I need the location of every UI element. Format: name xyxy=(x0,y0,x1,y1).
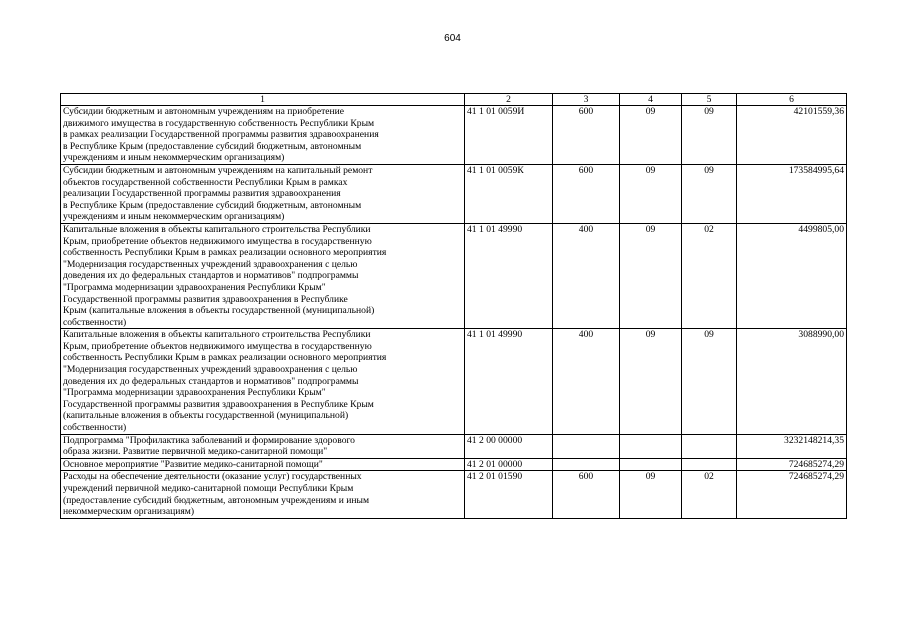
header-cell-6: 6 xyxy=(737,94,847,106)
row-subsection xyxy=(682,458,737,471)
table-row xyxy=(61,434,847,458)
row-amount: 173584995,64 xyxy=(737,164,847,223)
header-cell-2: 2 xyxy=(465,94,553,106)
row-name: Капитальные вложения в объекты капитального строительства Республики Крым, приобретение объектов недвижимого имущества в государственную собственность Республики Крым в рамках реализации основного мероприятия "Модернизация государственных учреждений здравоохранения с целью доведения их до федеральных стандартов и нормативов" подпрограммы "Программа модернизации здравоохранения Республики Крым" Государственной программы развития здравоохранения в Республике Крым (капитальные вложения в объекты государственной (муниципальной) собственности) xyxy=(61,329,465,434)
row-amount: 724685274,29 xyxy=(737,471,847,518)
row-subsection: 02 xyxy=(682,471,737,518)
row-expense-type: 400 xyxy=(553,223,620,328)
table-row xyxy=(61,329,847,434)
table-row xyxy=(61,106,847,165)
row-section: 09 xyxy=(620,471,682,518)
row-amount: 724685274,29 xyxy=(737,458,847,471)
table-row xyxy=(61,223,847,328)
row-expense-type: 600 xyxy=(553,106,620,165)
row-name: Субсидии бюджетным и автономным учреждениям на капитальный ремонт объектов государственной собственности Республики Крым в рамках реализации Государственной программы развития здравоохранения в Республике Крым (предоставление субсидий бюджетным, автономным учреждениям и иным некоммерческим организациям) xyxy=(61,164,465,223)
row-section: 09 xyxy=(620,164,682,223)
row-section xyxy=(620,458,682,471)
row-section: 09 xyxy=(620,106,682,165)
row-name: Капитальные вложения в объекты капитального строительства Республики Крым, приобретение объектов недвижимого имущества в государственную собственность Республики Крым в рамках реализации основного мероприятия "Модернизация государственных учреждений здравоохранения с целью доведения их до федеральных стандартов и нормативов" подпрограммы "Программа модернизации здравоохранения Республики Крым" Государственной программы развития здравоохранения в Республике Крым (капитальные вложения в объекты государственной (муниципальной) собственности) xyxy=(61,223,465,328)
header-cell-3: 3 xyxy=(553,94,620,106)
row-subsection: 09 xyxy=(682,164,737,223)
header-cell-5: 5 xyxy=(682,94,737,106)
row-expense-type xyxy=(553,434,620,458)
row-code: 41 2 01 00000 xyxy=(465,458,553,471)
header-cell-1: 1 xyxy=(61,94,465,106)
row-expense-type xyxy=(553,458,620,471)
row-section xyxy=(620,434,682,458)
row-subsection: 02 xyxy=(682,223,737,328)
row-section: 09 xyxy=(620,329,682,434)
row-code: 41 1 01 49990 xyxy=(465,329,553,434)
row-expense-type: 600 xyxy=(553,164,620,223)
table-header-row xyxy=(61,94,847,106)
header-cell-4: 4 xyxy=(620,94,682,106)
page-number: 604 xyxy=(444,33,461,44)
table-row xyxy=(61,164,847,223)
row-code: 41 2 01 01590 xyxy=(465,471,553,518)
row-subsection: 09 xyxy=(682,106,737,165)
table-row xyxy=(61,471,847,518)
row-code: 41 1 01 49990 xyxy=(465,223,553,328)
row-code: 41 2 00 00000 xyxy=(465,434,553,458)
row-amount: 42101559,36 xyxy=(737,106,847,165)
row-name: Субсидии бюджетным и автономным учреждениям на приобретение движимого имущества в государственную собственность Республики Крым в рамках реализации Государственной программы развития здравоохранения в Республике Крым (предоставление субсидий бюджетным, автономным учреждениям и иным некоммерческим организациям) xyxy=(61,106,465,165)
row-section: 09 xyxy=(620,223,682,328)
row-subsection: 09 xyxy=(682,329,737,434)
row-amount: 3088990,00 xyxy=(737,329,847,434)
row-code: 41 1 01 0059К xyxy=(465,164,553,223)
table-row xyxy=(61,458,847,471)
row-amount: 3232148214,35 xyxy=(737,434,847,458)
budget-table xyxy=(60,93,847,519)
row-name: Основное мероприятие "Развитие медико-санитарной помощи" xyxy=(61,458,465,471)
row-name: Подпрограмма "Профилактика заболеваний и формирование здорового образа жизни. Развитие первичной медико-санитарной помощи" xyxy=(61,434,465,458)
row-amount: 4499805,00 xyxy=(737,223,847,328)
row-expense-type: 600 xyxy=(553,471,620,518)
row-expense-type: 400 xyxy=(553,329,620,434)
row-name: Расходы на обеспечение деятельности (оказание услуг) государственных учреждений первичной медико-санитарной помощи Республики Крым (предоставление субсидий бюджетным, автономным учреждениям и иным некоммерческим организациям) xyxy=(61,471,465,518)
row-subsection xyxy=(682,434,737,458)
row-code: 41 1 01 0059И xyxy=(465,106,553,165)
